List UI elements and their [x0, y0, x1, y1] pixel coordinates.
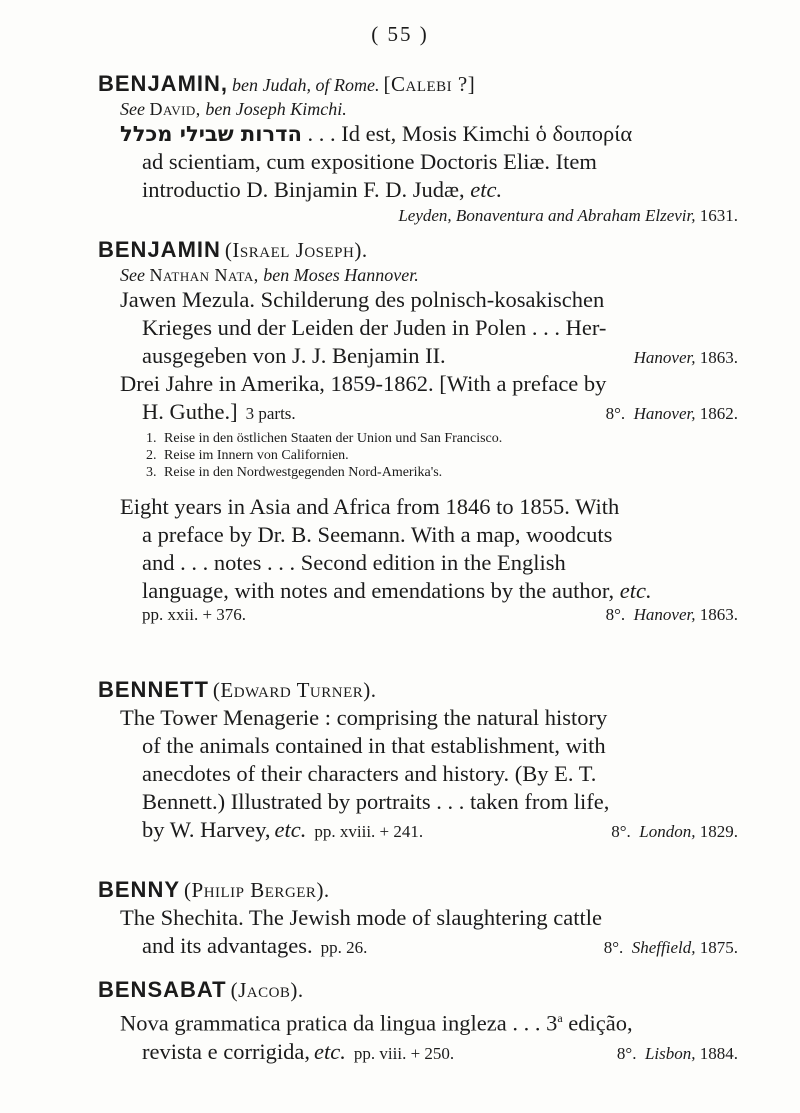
page-number: ( 55 ) [371, 22, 429, 46]
title-text: . . . Id est, Mosis Kimchi ὁ δοιπορία [307, 121, 633, 146]
imprint-place: Sheffield, [631, 938, 696, 957]
imprint-year: 1884. [699, 1043, 738, 1063]
title-line [120, 816, 738, 844]
title-text [142, 816, 423, 844]
title-line [120, 1004, 738, 1038]
entry-heading [98, 876, 738, 904]
title-text: and its advantages. [142, 933, 313, 958]
entry-heading [98, 236, 738, 264]
title-line [98, 120, 738, 148]
format: 8°. [611, 822, 631, 841]
parts-list [120, 430, 738, 481]
title-nova-grammatica [98, 1004, 738, 1066]
title-text: Nova grammatica pratica da lingua ingleza . . . 3 [120, 1010, 558, 1036]
hebrew-title: הדרות שבילי מכלל [120, 122, 302, 146]
title-line [120, 577, 738, 605]
collation-line [120, 605, 738, 625]
see-prefix: See [120, 265, 145, 285]
etc: etc. [314, 1038, 346, 1064]
title-line [120, 342, 738, 370]
entry-benjamin-ben-judah [98, 70, 738, 228]
see-ref-name: Nathan Nata, [149, 265, 259, 285]
imprint-place: Hanover, [633, 404, 696, 423]
title-line [120, 932, 738, 960]
heading-name: BENJAMIN, [98, 71, 229, 96]
etc: etc. [470, 177, 503, 202]
format: 8°. [603, 938, 624, 957]
title-line: of the animals contained in that establishment, with [142, 733, 606, 758]
entry-heading [98, 676, 738, 704]
etc: etc. [274, 817, 307, 842]
imprint-year: 1862. [699, 404, 738, 423]
format: 8°. [616, 1043, 637, 1063]
title-line: a preface by Dr. B. Seemann. With a map, woodcuts [142, 522, 613, 547]
title-line [120, 1038, 738, 1066]
title-line: anecdotes of their characters and history. (By E. T. [142, 761, 597, 786]
title-line: The Tower Menagerie : comprising the natural history [120, 705, 608, 730]
entry-bennett [98, 676, 738, 844]
entry-benny [98, 876, 738, 960]
title-line: Drei Jahre in Amerika, 1859-1862. [With a preface by [120, 371, 607, 396]
list-item: 3. Reise in den Nordwestgegenden Nord-Amerika's. [160, 464, 738, 481]
imprint [606, 605, 738, 625]
heading-name: BENJAMIN [98, 237, 221, 262]
heading-name: BENNETT [98, 677, 209, 702]
heading-name: BENNY [98, 877, 181, 902]
imprint-place: London, [639, 822, 696, 841]
imprint [98, 204, 738, 228]
format: 8°. [605, 404, 626, 423]
title-drei-jahre [98, 370, 738, 481]
title-line: Jawen Mezula. Schilderung des polnisch-kosakischen [120, 287, 605, 312]
title-line [98, 176, 738, 204]
heading-extra: (Israel Joseph). [224, 238, 368, 262]
imprint [606, 404, 738, 424]
heading-extra: (Edward Turner). [212, 678, 377, 702]
etc: etc. [619, 578, 652, 603]
imprint [611, 822, 738, 842]
title-text: ausgegeben von J. J. Benjamin II. [142, 343, 446, 368]
superscript: a [557, 1011, 563, 1025]
list-item: 1. Reise in den östlichen Staaten der Union und San Francisco. [160, 430, 738, 447]
imprint-year: 1863. [699, 348, 738, 367]
title-text: introductio D. Binjamin F. D. Judæ, [142, 177, 465, 202]
title-text: edição, [568, 1010, 633, 1036]
heading-extra: (Philip Berger). [184, 878, 330, 902]
title-text: language, with notes and emendations by the author, [142, 578, 615, 603]
title-shechita [98, 904, 738, 960]
title-line: Bennett.) Illustrated by portraits . . . taken from life, [142, 789, 610, 814]
title-line: Eight years in Asia and Africa from 1846 to 1855. With [120, 494, 620, 519]
imprint [634, 348, 738, 368]
heading-qualifier: ben Judah, of Rome. [232, 75, 380, 95]
heading-extra: [Calebi ?] [383, 72, 476, 96]
entry-heading [98, 976, 738, 1004]
see-reference [98, 264, 738, 286]
imprint-year: 1863. [699, 605, 738, 624]
imprint [617, 1044, 738, 1064]
heading-extra: (Jacob). [230, 978, 304, 1002]
heading-name: BENSABAT [98, 977, 227, 1002]
title-text: H. Guthe.] [142, 399, 238, 424]
list-item: 2. Reise im Innern von Californien. [160, 447, 738, 464]
imprint-year: 1631. [699, 206, 738, 225]
title-eight-years [98, 493, 738, 625]
title-line: Krieges und der Leiden der Juden in Polen . . . Her- [142, 315, 607, 340]
title-tower-menagerie [98, 704, 738, 844]
title-text [142, 398, 296, 426]
collation: pp. 26. [320, 938, 368, 957]
title-text [142, 932, 367, 960]
see-ref-qualifier: ben Joseph Kimchi. [205, 99, 347, 119]
see-prefix: See [120, 99, 145, 119]
entry-benjamin-israel-joseph [98, 236, 738, 625]
imprint-publisher: Leyden, Bonaventura and Abraham Elzevir, [398, 206, 696, 225]
entry-heading [98, 70, 738, 98]
see-ref-qualifier: ben Moses Hannover. [263, 265, 419, 285]
imprint-year: 1829. [699, 822, 738, 841]
entry-bensabat [98, 976, 738, 1066]
collation: 3 parts. [245, 404, 296, 423]
title-text: by W. Harvey, [142, 817, 271, 842]
title-text [142, 1038, 454, 1066]
collation: pp. viii. + 250. [353, 1043, 455, 1063]
imprint-place: Lisbon, [644, 1043, 696, 1063]
imprint-year: 1875. [699, 938, 738, 957]
format: 8°. [605, 605, 626, 624]
title-line: and . . . notes . . . Second edition in the English [142, 550, 566, 575]
see-ref-name: David, [149, 99, 201, 119]
collation: pp. xviii. + 241. [314, 822, 424, 841]
imprint-place: Hanover, [633, 605, 696, 624]
title-line: The Shechita. The Jewish mode of slaughtering cattle [120, 905, 602, 930]
title-line: ad scientiam, cum expositione Doctoris Eliæ. Item [142, 149, 597, 174]
title-jawen-mezula [98, 286, 738, 370]
see-reference [98, 98, 738, 120]
imprint [604, 938, 738, 958]
title-text: revista e corrigida, [142, 1038, 311, 1064]
title-line [120, 398, 738, 426]
imprint-place: Hanover, [633, 348, 696, 367]
collation: pp. xxii. + 376. [142, 605, 247, 624]
